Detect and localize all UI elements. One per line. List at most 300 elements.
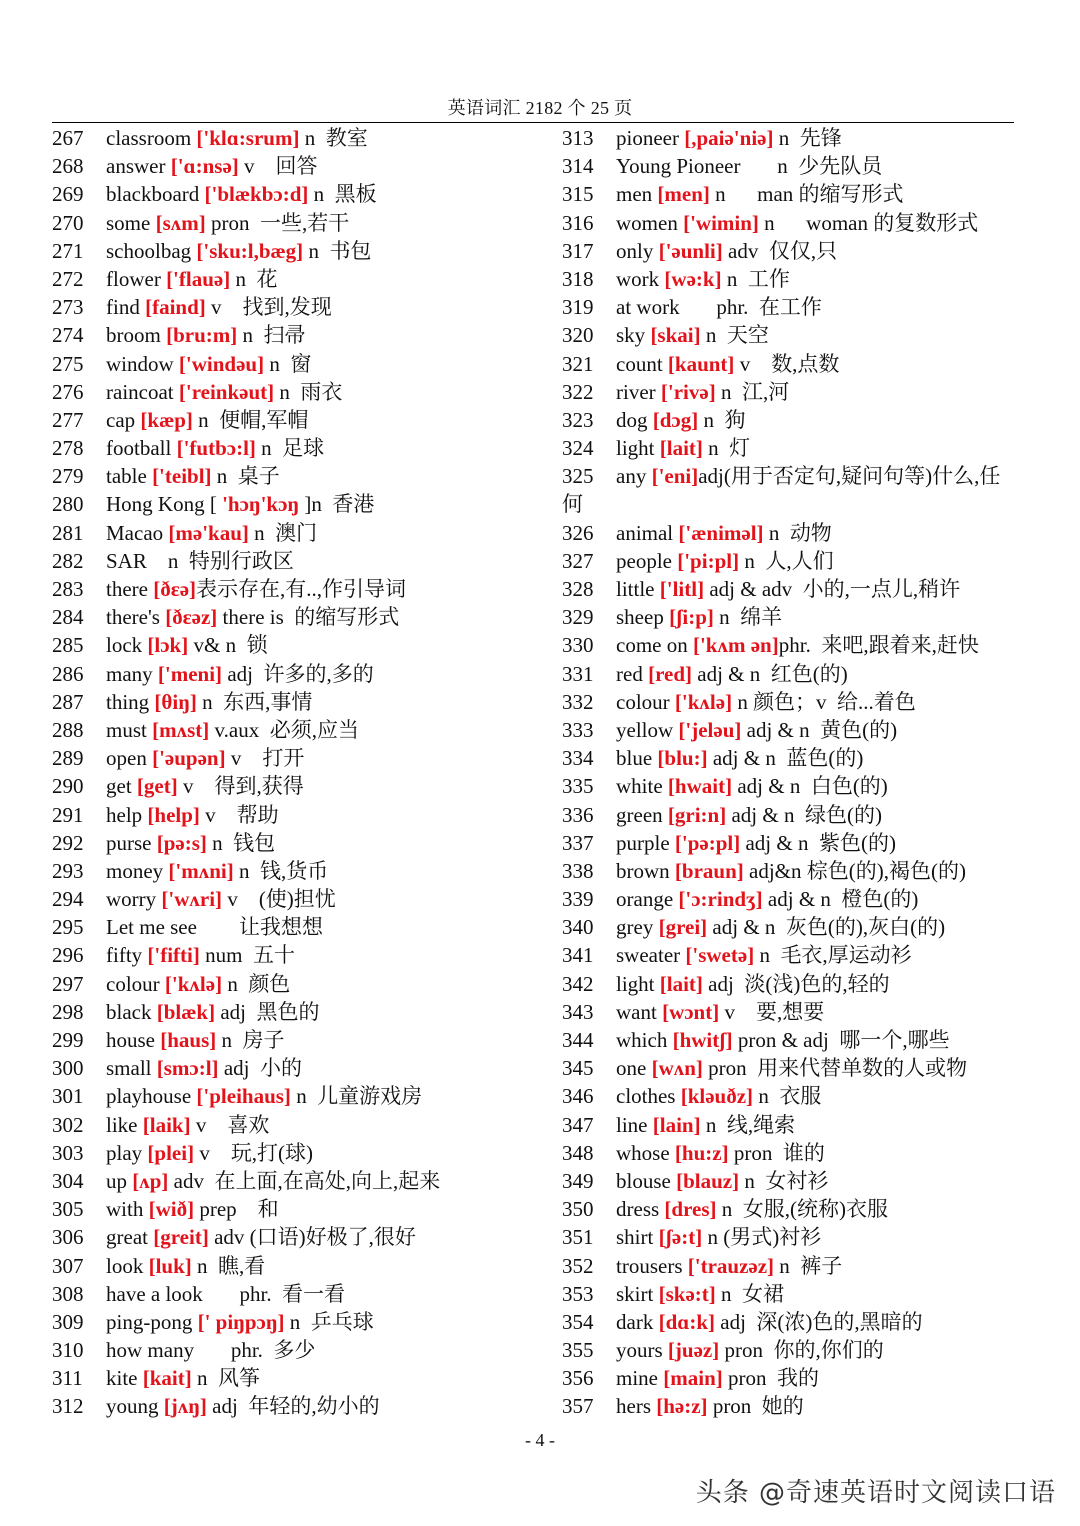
entry-word: animal [616, 520, 674, 545]
entry-definition: pron & adj 哪一个,哪些 [732, 1028, 950, 1053]
header-rule [52, 122, 1014, 123]
entry-definition: pron 我的 [722, 1366, 819, 1391]
entry-definition: n 女衬衫 [739, 1168, 829, 1193]
entry-number: 318 [562, 266, 594, 291]
vocab-entry [52, 1139, 552, 1167]
entry-phonetic: ['æniməl] [678, 520, 764, 545]
entry-number: 335 [562, 774, 594, 799]
entry-word: clothes [616, 1084, 676, 1109]
entry-word: have a look phr. 看一看 [106, 1281, 346, 1306]
entry-definition: n 东西,事情 [196, 689, 313, 714]
vocab-entry [562, 1308, 1017, 1336]
vocab-entry [562, 660, 1017, 688]
entry-phonetic: ['pi:pl] [677, 548, 740, 573]
entry-word: thing [106, 689, 150, 714]
vocab-entry [52, 209, 552, 237]
vocab-entry [52, 716, 552, 744]
entry-number: 292 [52, 830, 84, 855]
entry-phonetic: [help] [147, 802, 200, 827]
entry-definition: v 要,想要 [719, 999, 825, 1024]
entry-phonetic: ['kʌlə] [674, 689, 733, 714]
entry-phonetic: [skə:t] [658, 1281, 716, 1306]
entry-number: 301 [52, 1084, 84, 1109]
entry-phonetic: ['mʌni] [168, 858, 234, 883]
entry-word: sky [616, 323, 646, 348]
vocab-entry [562, 1026, 1017, 1054]
entry-definition: n 灯 [702, 436, 751, 461]
vocab-entry [52, 378, 552, 406]
entry-phonetic: ['windəu] [178, 351, 265, 376]
vocab-entry [562, 829, 1017, 857]
entry-definition: ]n 香港 [304, 492, 375, 517]
entry-phonetic: ['eni] [651, 464, 699, 489]
vocab-entry [562, 885, 1017, 913]
entry-phonetic: ['litl] [659, 577, 705, 602]
entry-phonetic: ['rivə] [660, 379, 716, 404]
entry-word: there [106, 577, 148, 601]
vocab-entry [562, 1280, 1017, 1308]
entry-phonetic: [kæp] [140, 407, 193, 432]
entry-phonetic: [hə:z] [656, 1394, 708, 1419]
entry-definition: adj & n 蓝色(的) [707, 746, 864, 771]
vocab-entry [562, 744, 1017, 772]
entry-word: kite [106, 1366, 138, 1391]
entry-word: sheep [616, 605, 664, 630]
entry-definition: adj & n 紫色(的) [740, 830, 896, 855]
vocab-entry [562, 547, 1017, 575]
entry-word: black [106, 999, 152, 1024]
entry-word: white [616, 774, 663, 799]
entry-definition: n 风筝 [191, 1366, 260, 1391]
entry-definition: n 书包 [303, 238, 372, 263]
entry-definition: adj&n 棕色(的),褐色(的) [743, 858, 966, 883]
entry-definition: v 喜欢 [190, 1112, 270, 1137]
entry-number: 279 [52, 464, 84, 489]
entry-phonetic: [blu:] [657, 746, 708, 771]
entry-definition: n 乒乓球 [284, 1309, 374, 1334]
entry-phonetic: ['wʌri] [161, 887, 223, 912]
vocab-entry [52, 913, 552, 941]
entry-word: river [616, 379, 656, 404]
entry-word: work [616, 266, 660, 291]
entry-word: with [106, 1197, 144, 1222]
entry-phonetic: ['klɑ:srum] [196, 126, 300, 150]
entry-number: 317 [562, 238, 594, 263]
entry-word: colour [616, 689, 670, 714]
entry-word: blue [616, 746, 653, 771]
entry-definition: num 五十 [199, 943, 295, 968]
vocab-entry [562, 998, 1017, 1026]
entry-word: blackboard [106, 182, 200, 207]
entry-word: help [106, 802, 143, 827]
vocab-entry [52, 1392, 552, 1420]
entry-definition: n 颜色 [222, 971, 291, 996]
entry-definition: n 工作 [721, 266, 790, 291]
entry-number: 275 [52, 351, 84, 376]
entry-phonetic: [juəz] [667, 1338, 720, 1363]
vocab-entry [562, 913, 1017, 941]
entry-word: Hong Kong [ [106, 492, 217, 517]
vocab-entry [52, 1364, 552, 1392]
vocab-entry [52, 434, 552, 462]
entry-number: 273 [52, 295, 84, 320]
entry-phonetic: ['flauə] [166, 266, 231, 291]
entry-word: classroom [106, 126, 192, 150]
entry-word: find [106, 295, 140, 320]
entry-definition: there is 的缩写形式 [217, 605, 400, 630]
entry-word: light [616, 971, 655, 996]
entry-definition: n 毛衣,厚运动衫 [754, 943, 912, 968]
entry-phonetic: [hwitʃ] [672, 1028, 733, 1053]
vocab-entry [52, 293, 552, 321]
entry-phonetic: [ʌp] [132, 1168, 169, 1193]
entry-word: want [616, 999, 657, 1024]
entry-word: like [106, 1112, 138, 1137]
entry-phonetic: [lait] [659, 436, 703, 461]
entry-word: which [616, 1028, 668, 1053]
entry-definition: adj 小的 [218, 1056, 302, 1081]
entry-definition: adj & n 橙色(的) [762, 887, 919, 912]
entry-number: 345 [562, 1056, 594, 1081]
entry-number: 353 [562, 1281, 594, 1306]
entry-definition: 表示存在,有..,作引导词 [196, 577, 407, 601]
entry-phonetic: [mə'kau] [168, 520, 249, 545]
entry-word: lock [106, 633, 143, 658]
entry-word: play [106, 1140, 143, 1165]
entry-definition: phr. 来吧,跟着来,赶快 [778, 633, 979, 658]
entry-word: dress [616, 1197, 660, 1222]
entry-phonetic: [red] [648, 661, 693, 686]
vocab-entry [562, 575, 1017, 603]
entry-phonetic: [wə:k] [664, 266, 722, 291]
entry-number: 316 [562, 210, 594, 235]
entry-definition: adj & n 灰色(的),灰白(的) [707, 915, 946, 940]
entry-phonetic: 'hɔŋ'kɔŋ [216, 492, 305, 517]
entry-number: 290 [52, 774, 84, 799]
entry-number: 299 [52, 1028, 84, 1052]
vocab-entry [562, 716, 1017, 744]
entry-definition: v 找到,发现 [205, 295, 332, 320]
entry-phonetic: [grei] [658, 915, 708, 940]
entry-definition: pron 你的,你们的 [719, 1338, 884, 1363]
entry-word: ping-pong [106, 1309, 193, 1334]
entry-definition: n 裤子 [774, 1253, 843, 1278]
entry-phonetic: [hu:z] [674, 1140, 729, 1165]
entry-number: 336 [562, 802, 594, 827]
entry-number: 271 [52, 238, 84, 263]
entry-number: 272 [52, 266, 84, 291]
entry-definition: adj 黑色的 [215, 999, 320, 1024]
entry-phonetic: [haus] [160, 1028, 217, 1052]
vocab-entry [562, 801, 1017, 829]
vocab-entry [52, 1111, 552, 1139]
vocab-entry [562, 378, 1017, 406]
page-header: 英语词汇 2182 个 25 页 [447, 98, 633, 118]
entry-definition: v 得到,获得 [177, 774, 304, 799]
vocab-entry [562, 970, 1017, 998]
vocab-entry [562, 124, 1017, 152]
entry-definition: adj & n 红色(的) [692, 661, 848, 686]
entry-number: 342 [562, 971, 594, 996]
entry-number: 340 [562, 915, 594, 940]
entry-word: red [616, 661, 643, 686]
entry-number: 314 [562, 154, 594, 179]
entry-number: 268 [52, 154, 84, 179]
entry-number: 305 [52, 1197, 84, 1222]
vocab-column-right [562, 124, 1017, 1421]
entry-word: green [616, 802, 663, 827]
entry-definition: v 帮助 [199, 802, 279, 827]
vocab-entry [52, 152, 552, 180]
entry-definition: n 先锋 [773, 126, 842, 150]
entry-phonetic: [skai] [650, 323, 701, 348]
entry-number: 298 [52, 999, 84, 1024]
entry-number: 328 [562, 577, 594, 602]
vocab-entry [52, 970, 552, 998]
entry-definition: v 回答 [238, 154, 318, 179]
entry-number: 326 [562, 520, 594, 545]
entry-number: 320 [562, 323, 594, 348]
entry-definition: n 绵羊 [713, 605, 783, 630]
vocab-column-left [52, 124, 552, 1421]
entry-number: 354 [562, 1309, 594, 1334]
entry-word: pioneer [616, 126, 679, 150]
entry-definition: n man 的缩写形式 [709, 182, 904, 207]
vocab-entry [52, 829, 552, 857]
entry-word: colour [106, 971, 160, 996]
vocab-entry [562, 1223, 1017, 1251]
entry-phonetic: [men] [657, 182, 710, 207]
entry-phonetic: [hwait] [667, 774, 733, 799]
entry-number: 309 [52, 1309, 84, 1334]
entry-definition: v 打开 [225, 746, 305, 771]
entry-definition: adj & adv 小的,一点儿,稍许 [704, 577, 961, 602]
entry-phonetic: [ʃə:t] [658, 1225, 703, 1250]
entry-word: purple [616, 830, 670, 855]
entry-phonetic: [kləuðz] [680, 1084, 754, 1109]
entry-definition: n 人,人们 [739, 548, 834, 573]
entry-word: must [106, 717, 147, 742]
entry-number: 351 [562, 1225, 594, 1250]
entry-number: 295 [52, 915, 84, 940]
vocab-entry [562, 293, 1017, 321]
entry-word: flower [106, 266, 161, 291]
entry-word: yellow [616, 717, 674, 742]
entry-word: table [106, 464, 147, 489]
entry-definition: pron 谁的 [728, 1140, 825, 1165]
entry-phonetic: ['jeləu] [678, 717, 742, 742]
entry-word: at work phr. 在工作 [616, 295, 822, 320]
vocab-entry [562, 265, 1017, 293]
entry-phonetic: [kaunt] [667, 351, 735, 376]
entry-phonetic: [bru:m] [166, 323, 238, 348]
entry-word: playhouse [106, 1084, 192, 1109]
entry-word: come on [616, 633, 688, 658]
entry-phonetic: [laik] [142, 1112, 191, 1137]
vocab-entry [52, 744, 552, 772]
entry-number: 302 [52, 1112, 84, 1137]
entry-phonetic: [dɑ:k] [658, 1309, 715, 1334]
entry-phonetic: [,paiə'niə] [684, 126, 774, 150]
entry-definition: adj & n 绿色(的) [726, 802, 882, 827]
entry-number: 337 [562, 830, 594, 855]
entry-phonetic: ['blækbɔ:d] [204, 182, 309, 207]
vocab-entry [562, 1364, 1017, 1392]
vocab-entry [52, 406, 552, 434]
entry-phonetic: [luk] [148, 1253, 192, 1278]
entry-phonetic: [θiŋ] [154, 689, 197, 714]
entry-phonetic: ['trauzəz] [687, 1253, 775, 1278]
entry-definition: n 颜色；v 给...着色 [732, 689, 916, 714]
entry-number: 308 [52, 1281, 84, 1306]
vocab-entry [562, 1139, 1017, 1167]
entry-definition: adj 许多的,多的 [222, 661, 374, 686]
entry-word: fifty [106, 943, 143, 968]
vocab-entry [52, 801, 552, 829]
entry-word: orange [616, 887, 674, 912]
page-number: - 4 - [525, 1430, 555, 1450]
entry-definition: n 雨衣 [274, 379, 343, 404]
entry-definition: adj & n 白色(的) [732, 774, 888, 799]
vocab-entry [52, 772, 552, 800]
entry-word: Let me see 让我想想 [106, 915, 323, 940]
entry-word: mine [616, 1366, 658, 1391]
entry-word: open [106, 746, 147, 771]
entry-number: 296 [52, 943, 84, 968]
entry-phonetic: [get] [136, 774, 178, 799]
entry-phonetic: [faind] [145, 295, 206, 320]
entry-definition: n 桌子 [211, 464, 280, 489]
entry-phonetic: [sʌm] [155, 210, 206, 235]
entry-definition: adj 深(浓)色的,黑暗的 [715, 1309, 923, 1334]
entry-number: 310 [52, 1338, 84, 1363]
entry-phonetic: [blauz] [676, 1168, 740, 1193]
entry-phonetic: [wið] [148, 1197, 195, 1222]
entry-number: 303 [52, 1140, 84, 1165]
entry-definition: n 钱,货币 [233, 858, 329, 883]
vocab-entry [562, 152, 1017, 180]
entry-word: get [106, 774, 132, 799]
vocab-entry [52, 1167, 552, 1195]
entry-number: 329 [562, 605, 594, 630]
vocab-entry [52, 237, 552, 265]
entry-word: shirt [616, 1225, 654, 1250]
vocab-entry [52, 575, 552, 603]
vocab-entry [52, 603, 552, 631]
entry-phonetic: ['əunli] [658, 238, 723, 263]
entry-definition: pron 她的 [707, 1394, 804, 1419]
entry-word: only [616, 238, 654, 263]
entry-word: many [106, 661, 153, 686]
entry-word: whose [616, 1140, 670, 1165]
entry-phonetic: ['futbɔ:l] [176, 436, 256, 461]
vocab-entry [52, 180, 552, 208]
vocab-entry [52, 490, 552, 518]
entry-number: 307 [52, 1253, 84, 1278]
entry-definition: n woman 的复数形式 [758, 210, 979, 235]
entry-number: 276 [52, 379, 84, 404]
entry-word: dog [616, 407, 648, 432]
entry-phonetic: [mʌst] [152, 717, 210, 742]
entry-number: 282 [52, 548, 84, 573]
entry-word: how many phr. 多少 [106, 1338, 316, 1363]
entry-number: 319 [562, 295, 594, 320]
entry-definition: pron 用来代替单数的人或物 [702, 1056, 968, 1081]
entry-number: 269 [52, 182, 84, 207]
vocab-entry [562, 1195, 1017, 1223]
entry-definition: n 天空 [700, 323, 769, 348]
vocab-entry [52, 1252, 552, 1280]
entry-word: broom [106, 323, 161, 348]
entry-definition: n (男式)衬衫 [702, 1225, 822, 1250]
entry-number: 281 [52, 520, 84, 545]
entry-phonetic: [pə:s] [156, 830, 207, 855]
entry-number: 286 [52, 661, 84, 686]
entry-phonetic: ['kʌm ən] [692, 633, 779, 658]
vocab-entry [52, 1280, 552, 1308]
vocab-entry [52, 998, 552, 1026]
entry-word: purse [106, 830, 152, 855]
entry-definition: n 教室 [299, 126, 368, 150]
entry-definition: n 扫帚 [237, 323, 306, 348]
vocab-entry [52, 519, 552, 547]
entry-number: 277 [52, 407, 84, 432]
vocab-entry [52, 124, 552, 152]
entry-phonetic: ['swetə] [685, 943, 755, 968]
vocab-entry [52, 1308, 552, 1336]
entry-number: 324 [562, 436, 594, 461]
entry-word: Young Pioneer n 少先队员 [616, 154, 883, 179]
entry-definition: n 衣服 [753, 1084, 822, 1109]
entry-word: there's [106, 605, 160, 630]
entry-number: 294 [52, 887, 84, 912]
vocab-entry [562, 321, 1017, 349]
vocab-entry [52, 321, 552, 349]
entry-number: 357 [562, 1394, 594, 1419]
entry-number: 312 [52, 1394, 84, 1419]
vocab-entry [562, 1111, 1017, 1139]
entry-word: dark [616, 1309, 654, 1334]
vocab-entry [52, 1054, 552, 1082]
entry-number: 284 [52, 605, 84, 630]
vocab-entry [52, 265, 552, 293]
vocab-entry [52, 1026, 552, 1054]
entry-word: schoolbag [106, 238, 192, 263]
entry-phonetic: ['kʌlə] [164, 971, 223, 996]
entry-word: one [616, 1056, 647, 1081]
entry-word: SAR n 特别行政区 [106, 548, 294, 573]
watermark: 头条 @奇速英语时文阅读口语 [695, 1478, 1056, 1508]
entry-phonetic: [main] [663, 1366, 723, 1391]
entry-phonetic: [wʌn] [651, 1056, 703, 1081]
entry-phonetic: [gri:n] [667, 802, 727, 827]
entry-word: raincoat [106, 379, 174, 404]
vocab-entry [562, 1054, 1017, 1082]
vocab-entry [52, 1336, 552, 1364]
vocab-entry [562, 603, 1017, 631]
entry-phonetic: ['əupən] [152, 746, 226, 771]
entry-phonetic: [lɔk] [147, 633, 189, 658]
entry-definition: pron 一些,若干 [205, 210, 350, 235]
entry-phonetic: [wɔnt] [662, 999, 720, 1024]
entry-phonetic: [ðɛə] [153, 577, 197, 601]
entry-word: answer [106, 154, 166, 179]
entry-definition: adj(用于否定句,疑问句等)什么,任何 [562, 464, 1001, 517]
entry-word: women [616, 210, 678, 235]
vocab-entry [562, 209, 1017, 237]
entry-number: 333 [562, 717, 594, 742]
entry-definition: adv 在上面,在高处,向上,起来 [168, 1168, 441, 1193]
